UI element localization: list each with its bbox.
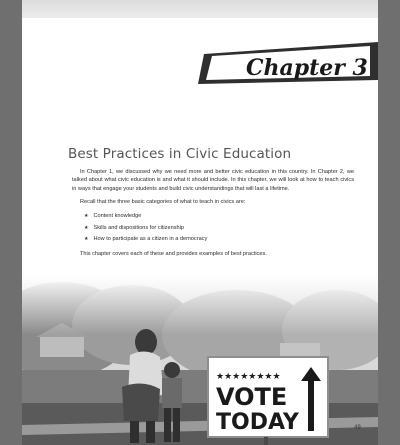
vote-today-sign: [208, 357, 328, 445]
page-number: 49: [354, 425, 361, 431]
star-bullet-icon: ★: [84, 224, 89, 231]
intro-paragraph: In Chapter 1, we discussed why we need more and better civic education in this country. In Chapter 2, we talked about what civic education is and what it should include. In this chapter, we will look at how to teach civics in ways that engage your students and build civic understandings that will last a lifetime.: [72, 169, 354, 192]
list-intro: Recall that the three basic categories of what to teach in civics are:: [80, 199, 246, 206]
book-page: [22, 0, 378, 445]
chapter-label: Chapter 3: [246, 55, 368, 81]
sign-line-today: TODAY: [216, 410, 299, 435]
top-band: [22, 0, 378, 18]
star-bullet-icon: ★: [84, 212, 89, 219]
list-item: [84, 212, 354, 220]
list-item: [84, 224, 354, 232]
list-item: [84, 235, 354, 243]
section-title: Best Practices in Civic Education: [68, 146, 292, 162]
list-item-text: How to participate as a citizen in a democracy: [93, 236, 208, 243]
category-list: [72, 212, 354, 244]
list-item-text: Skills and dispositions for citizenship: [93, 224, 184, 231]
star-bullet-icon: ★: [84, 236, 89, 243]
body-text: [72, 168, 354, 263]
list-item-text: Content knowledge: [93, 212, 142, 219]
vote-today-photo: [22, 275, 378, 445]
sign-line-vote: VOTE: [216, 383, 288, 411]
sign-stars: ★★★★★★★★: [216, 371, 281, 381]
banner-shape: [198, 40, 378, 84]
chapter-banner: [198, 40, 378, 84]
closing-paragraph: This chapter covers each of these and provides examples of best practices.: [80, 250, 267, 257]
